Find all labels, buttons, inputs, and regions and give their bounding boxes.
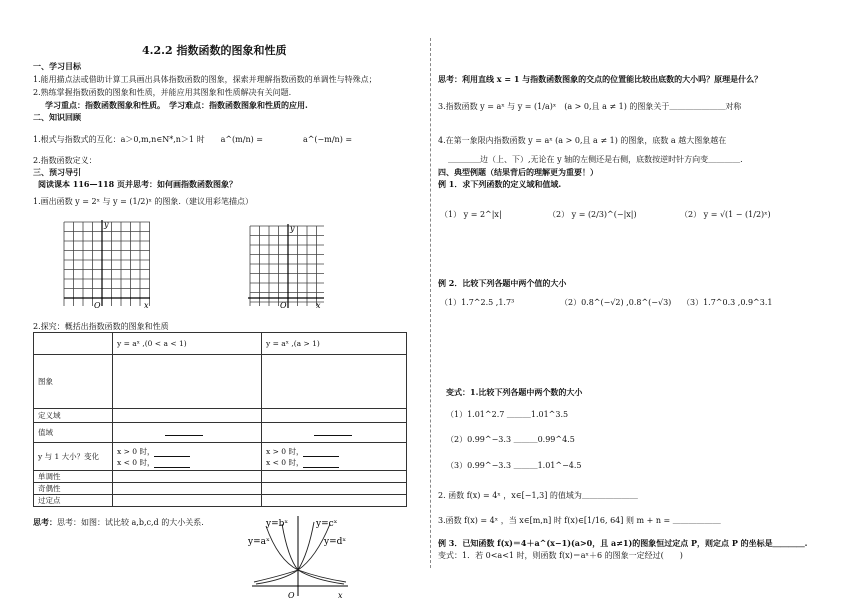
reading-prompt: 阅读课本 116—118 页并思考：如何画指数函数图象？ [38,179,237,189]
x-axis-label: x [316,301,321,310]
example-3-variation: 变式：1．若 0<a<1 时，则函数 f(x)＝aˣ＋6 的图象一定经过( ) [438,551,683,560]
example-2-item-2: （2）0.8^(−√2) ,0.8^(−√3) [560,298,672,307]
question-mn: 3.函数 f(x) = 4ˣ ，当 x∈[m,n] 时 f(x)∈[1/16, 64] 则 m + n = ＿＿＿＿＿＿ [438,516,721,525]
section-learning-goals: 一、学习目标 [33,61,81,71]
label-c: y=cˣ [316,519,338,529]
section-review: 二、知识回顾 [33,112,81,122]
question-definition: 2.指数函数定义： [33,156,97,165]
label-b: y=bˣ [266,519,289,529]
example-1-item-3: （2） y = √(1 − (1/2)ˣ) [680,210,771,219]
example-2-item-1: （1）1.7^2.5 ,1.7³ [440,298,515,307]
focus-points: 学习重点：指数函数图象和性质。 学习难点：指数函数图象和性质的应用. [45,100,308,110]
row-parity: 奇偶性 [34,483,113,495]
example-2: 例 2．比较下列各题中两个值的大小 [438,278,567,288]
column-divider [430,38,431,568]
section-preview: 三、预习导引 [33,167,81,177]
variation-item-3: （3）0.99^−3.3 ＿＿＿1.01^−4.5 [446,461,582,470]
variation-item-1: （1）1.01^2.7 ＿＿＿1.01^3.5 [446,410,569,419]
question-symmetry: 3.指数函数 y = aˣ 与 y = (1/a)ˣ (a > 0,且 a ≠ 1) 的图象关于＿＿＿＿＿＿＿对称 [438,102,742,111]
label-d: y=dˣ [324,537,347,547]
row-domain: 定义域 [34,409,113,423]
think-line: 思考：利用直线 x = 1 与指数函数图象的交点的位置能比较出底数的大小吗？原理是什么？ [438,74,763,84]
draw-task: 1.画出函数 y = 2ˣ 与 y = (1/2)ˣ 的图象.（建议用彩笔描点） [33,197,253,206]
example-2-item-3: （3）1.7^0.3 ,0.9^3.1 [682,298,773,307]
origin-label: O [288,591,295,600]
origin-label: O [94,301,101,310]
question-quadrant-2: ＿＿＿＿边（上、下）,无论在 y 轴的左侧还是右侧，底数按逆时针方向变＿＿＿＿. [448,155,743,164]
row-monotonic: 单调性 [34,471,113,483]
explore-task: 2.探究：概括出指数函数的图象和性质 [33,322,169,331]
question-quadrant: 4.在第一象限内指数函数 y = aˣ (a > 0,且 a ≠ 1) 的图象，底数 a 越大图象越在 [438,136,727,145]
think-compare: 思考：思考：如图：试比较 a,b,c,d 的大小关系. [33,517,204,527]
example-1-item-2: （2） y = (2/3)^(−|x|) [548,210,637,219]
page-title: 4.2.2 指数函数的图象和性质 [142,44,287,57]
variation-item-2: （2）0.99^−3.3 ＿＿＿0.99^4.5 [446,435,575,444]
question-range: 2. 函数 f(x) = 4ˣ ，x∈[−1,3] 的值域为＿＿＿＿＿＿＿ [438,491,638,500]
graph-grid-1 [60,218,152,310]
example-1: 例 1．求下列函数的定义域和值域. [438,179,562,189]
x-label: x [338,591,343,600]
row-compare-one: y 与 1 大小？变化 [34,443,113,471]
graph-grid-2 [246,222,326,310]
x-axis-label: x [144,301,149,310]
question-radical: 1.根式与指数式的互化：a＞0,m,n∈N*,n＞1 时 a^(m/n) = a^(−m/n) = [33,135,353,144]
goal-2: 2.熟练掌握指数函数的图象和性质，并能应用其图象和性质解决有关问题. [33,88,292,97]
header-decreasing: y = aˣ ,(0 < a < 1) [113,333,262,355]
example-1-item-1: （1） y = 2^|x| [440,210,502,219]
variation-heading: 变式：1.比较下列各题中两个数的大小 [446,387,583,397]
section-examples: 四、典型例题（结果背后的理解更为重要！） [438,167,598,177]
example-3: 例 3．已知函数 f(x)＝4＋a^(x−1)(a>0，且 a≠1)的图象恒过定点 P，则定点 P 的坐标是＿＿＿＿. [438,538,808,548]
y-axis-label: y [290,224,295,233]
row-graph: 图象 [34,355,113,409]
exponential-curves-figure [244,514,352,604]
row-fixed-point: 过定点 [34,495,113,507]
y-axis-label: y [104,220,109,229]
label-a: y=aˣ [248,537,270,547]
row-range: 值域 [34,423,113,443]
origin-label: O [280,301,287,310]
header-increasing: y = aˣ ,(a > 1) [262,333,407,355]
goal-1: 1.能用描点法或借助计算工具画出具体指数函数的图象，探索并理解指数函数的单调性与特殊点； [33,75,377,84]
properties-table: y = aˣ ,(0 < a < 1) y = aˣ ,(a > 1) 图象 定义域 值域 y 与 1 大小？变化 x > 0 时， x < 0 时， x > 0 时， x < 0 时， 单调性 奇偶性 过定点 [33,332,407,507]
